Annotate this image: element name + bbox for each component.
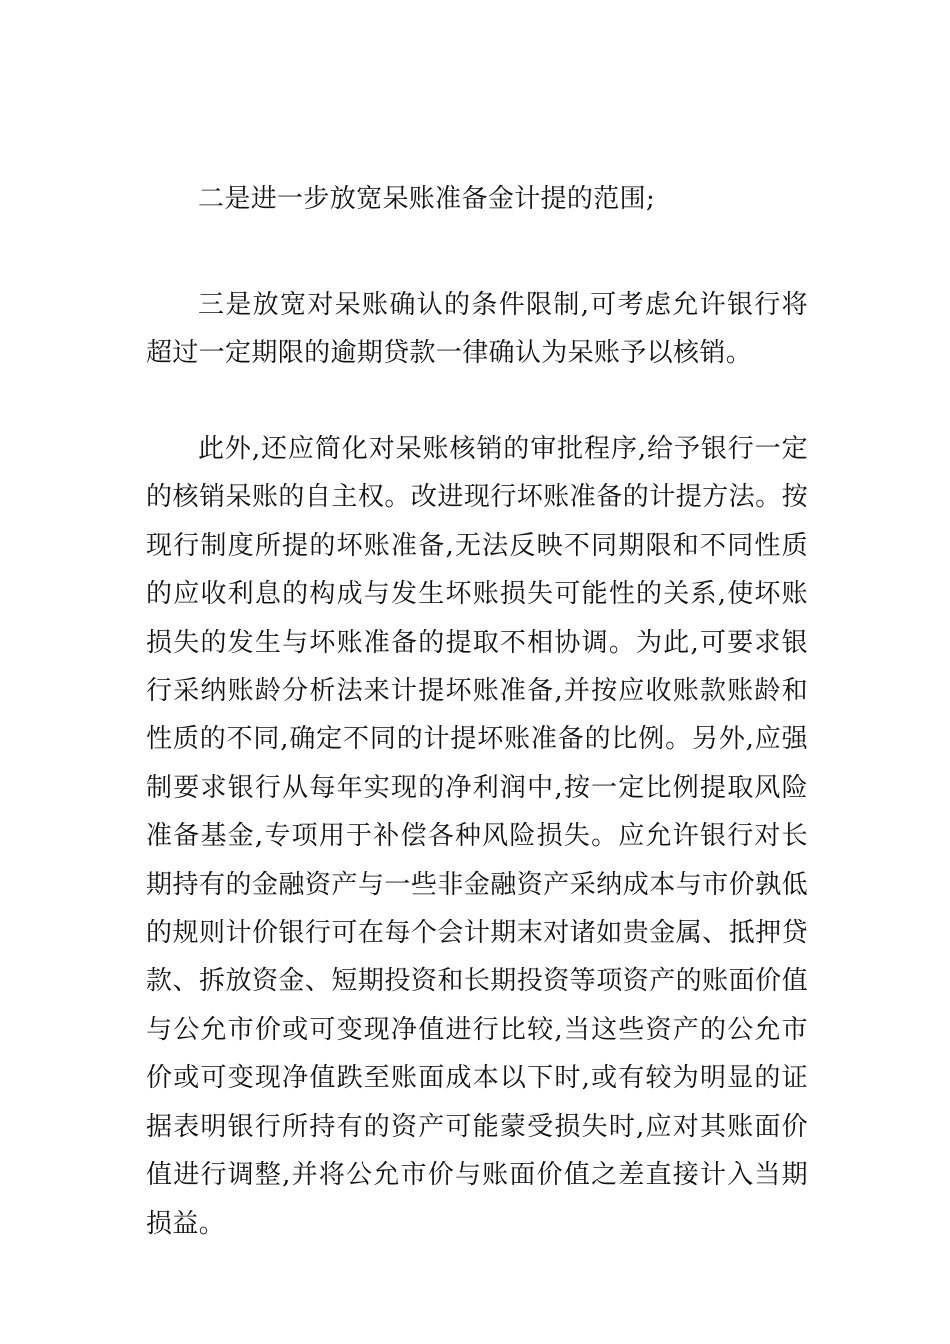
paragraph-writeoff-and-valuation: 此外,还应简化对呆账核销的审批程序,给予银行一定的核销呆账的自主权。改进现行坏账准备的计提方法。按现行制度所提的坏账准备,无法反映不同期限和不同性质的应收利息的构成与发生坏账损失可能性的关系,使坏账损失的发生与坏账准备的提取不相协调。为此,可要求银行采纳账龄分析法来计提坏账准备,并按应收账款账龄和性质的不同,确定不同的计提坏账准备的比例。另外,应强制要求银行从每年实现的净利润中,按一定比例提取风险准备基金,专项用于补偿各种风险损失。应允许银行对长期持有的金融资产与一些非金融资产采纳成本与市价孰低的规则计价银行可在每个会计期末对诸如贵金属、抵押贷款、拆放资金、短期投资和长期投资等项资产的账面价值与公允市价或可变现净值进行比较,当这些资产的公允市价或可变现净值跌至账面成本以下时,或有较为明显的证据表明银行所持有的资产可能蒙受损失时,应对其账面价值进行调整,并将公允市价与账面价值之差直接计入当期损益。 — [146, 434, 808, 1239]
paragraph-bad-debt-recognition: 三是放宽对呆账确认的条件限制,可考虑允许银行将超过一定期限的逾期贷款一律确认为呆账予以核销。 — [146, 290, 808, 369]
paragraph-bad-debt-reserve-scope: 二是进一步放宽呆账准备金计提的范围; — [198, 184, 656, 214]
